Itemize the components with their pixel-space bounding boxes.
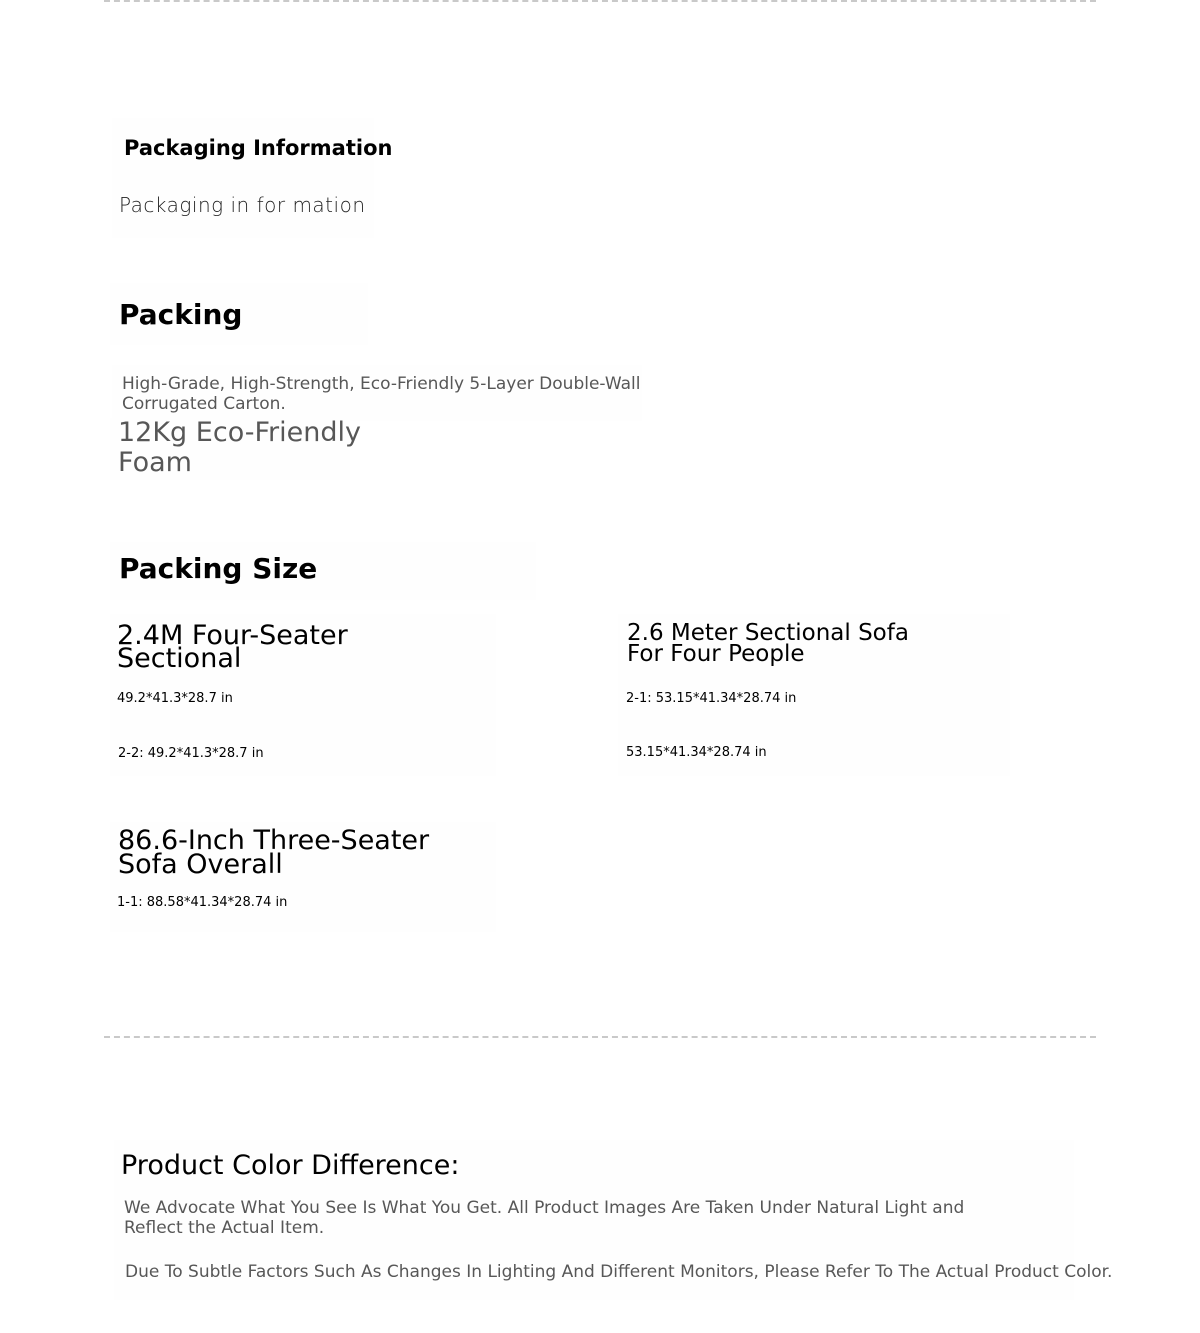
foam-description <box>118 418 361 478</box>
packing-size-item-1-heading-line-2: Sectional <box>117 643 242 674</box>
packaging-info-title: Packaging Information <box>124 136 393 160</box>
packing-size-item-1-size-1: 49.2*41.3*28.7 in <box>117 691 233 706</box>
packing-size-item-2-heading-line-2: For Four People <box>627 641 805 667</box>
packing-size-item-2-size-1: 2-1: 53.15*41.34*28.74 in <box>626 691 797 706</box>
color-difference-title: Product Color Difference: <box>121 1150 460 1181</box>
foam-line-2: Foam <box>118 447 192 478</box>
packing-size-item-1-heading <box>117 622 348 672</box>
packing-size-item-2-heading <box>627 622 909 666</box>
color-difference-paragraph-1: We Advocate What You See Is What You Get. All Product Images Are Taken Under Natural Light and Reflect the Actual Item. <box>124 1198 965 1238</box>
foam-line-1: 12Kg Eco-Friendly <box>118 417 361 448</box>
packing-size-title: Packing Size <box>119 552 318 585</box>
packing-size-item-1-size-2: 2-2: 49.2*41.3*28.7 in <box>118 746 264 761</box>
packing-size-item-1-heading-line-1: 2.4M Four-Seater <box>117 620 348 651</box>
middle-divider <box>104 1036 1096 1038</box>
packing-size-item-3-heading-line-2: Sofa Overall <box>118 849 283 880</box>
packing-title: Packing <box>119 298 243 331</box>
packing-size-item-3-size-1: 1-1: 88.58*41.34*28.74 in <box>117 895 288 910</box>
packing-size-item-2-heading-line-1: 2.6 Meter Sectional Sofa <box>627 620 909 646</box>
packing-size-item-3-heading <box>118 827 429 878</box>
packing-size-item-3-heading-line-1: 86.6-Inch Three-Seater <box>118 825 430 856</box>
carton-description: High-Grade, High-Strength, Eco-Friendly 5-Layer Double-Wall Corrugated Carton. <box>122 374 641 414</box>
color-difference-paragraph-2: Due To Subtle Factors Such As Changes In Lighting And Different Monitors, Please Refer To The Actual Product Color. <box>125 1262 1113 1282</box>
packing-size-item-2-size-2: 53.15*41.34*28.74 in <box>626 745 767 760</box>
packaging-info-subtitle: Packaging in for mation <box>119 193 366 217</box>
top-divider <box>104 0 1096 2</box>
